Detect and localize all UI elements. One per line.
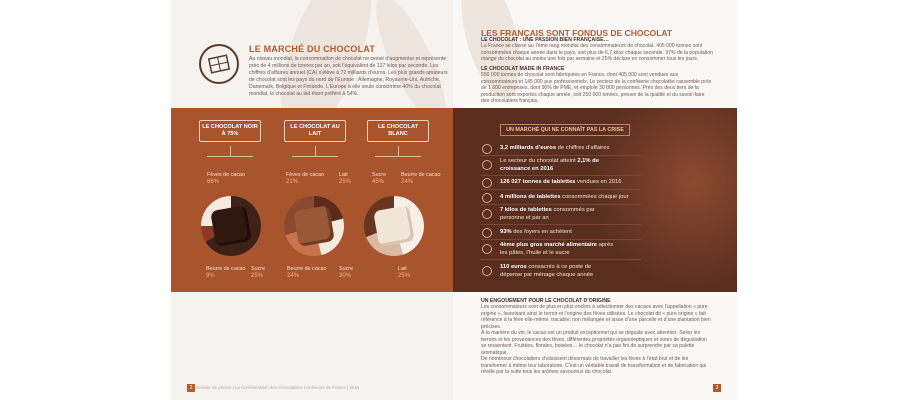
stat-divider: [481, 259, 641, 260]
milk-milk-label: Lait 25%: [339, 172, 352, 185]
house-icon: [482, 228, 492, 238]
milk-chocolate-pie: [284, 196, 344, 256]
stat-spending: 110 euros consacrés à ce poste de dépense par ménage chaque année: [500, 264, 594, 278]
made-in-france-text: 550 000 tonnes de chocolat sont fabriquées en France, dont 405 000 sont vendues aux consommateurs et 145 000 aux professionnels. Le secteur de la confiserie chocolatée rassemble près de 1 600 entreprises, dont 96% de PME, et emploie 30 000 personnes. Près des deux tiers de la production sont exportés chaque année, soit 250 000 tonnes, preuve de la qualité et du savoir-faire des chocolatiers français.: [481, 72, 712, 105]
stat-tonnes: 126 027 tonnes de tablettes vendues en 2016: [500, 179, 622, 185]
market-title: LE MARCHÉ DU CHOCOLAT: [249, 44, 376, 54]
milk-sugar-label: Sucre 30%: [339, 266, 354, 279]
page-number-left: 2: [187, 384, 195, 392]
calendar-icon: [482, 193, 492, 203]
page-number-right: 3: [713, 384, 721, 392]
white-butter-label: Beurre de cacao 24%: [401, 172, 441, 185]
origin-text-2: À la manière du vin, le cacao est un produit exceptionnel qui se déguste avec attention. Selon les terroirs et les provenances des fèves, différentes propriétés organoleptiques et notes de dégustation se ressentent. Fruitées, florales, boisées… le chocolat n’a pas fini de surprendre par sa palette aromatique.: [481, 330, 707, 356]
stat-divider: [481, 224, 641, 225]
bracket-line: [375, 156, 421, 157]
milk-chocolate-square: [293, 205, 335, 247]
passion-subtitle: LE CHOCOLAT : UNE PASSION BIEN FRANÇAISE…: [481, 37, 609, 43]
dark-chocolate-heading: LE CHOCOLAT NOIR À 75%: [199, 120, 261, 142]
tablet-icon: [482, 178, 492, 188]
origin-subtitle: UN ENGOUEMENT POUR LE CHOCOLAT D’ORIGINE: [481, 298, 611, 304]
dark-sugar-label: Sucre 25%: [251, 266, 266, 279]
crisis-title: UN MARCHÉ QUI NE CONNAÎT PAS LA CRISE: [500, 124, 630, 136]
euro-icon: [482, 144, 492, 154]
stat-revenue: 3,2 milliards d’euros de chiffres d’affaires: [500, 145, 610, 151]
dark-beans-label: Fèves de cacao 66%: [207, 172, 246, 185]
passion-text: La France se classe au 7ème rang mondial des consommateurs de chocolat. 405 000 tonnes sont consommées chaque année dans le pays, soit plus de 6,7 kilos chaque seconde. 97% de la population mange du chocolat au moins une fois par semaine et 25% déclare en consommer tous les jours.: [481, 43, 713, 63]
bracket: [230, 146, 231, 156]
growth-chart-icon: [482, 160, 492, 170]
bracket-line: [207, 156, 253, 157]
basket-icon: [482, 244, 492, 254]
white-chocolate-square: [373, 205, 415, 247]
france-title: LES FRANÇAIS SONT FONDUS DE CHOCOLAT: [481, 28, 673, 38]
stat-per-person: 7 kilos de tablettes consommés par personne et par an: [500, 207, 595, 221]
stat-households: 93% des foyers en achètent: [500, 229, 572, 235]
made-in-france-subtitle: LE CHOCOLAT MADE IN FRANCE: [481, 66, 565, 72]
stat-divider: [481, 175, 641, 176]
dark-chocolate-pie: [201, 196, 261, 256]
wallet-icon: [482, 266, 492, 276]
bracket-line: [292, 156, 338, 157]
origin-text-1: Les consommateurs sont de plus en plus enclins à sélectionner des cacaos avec l’appellation « pure origine », favorisant ainsi le terroir et l’origine des fèves utilisées. Le chocolat dit « pure origine » fait référence à la fève elle-même, tracable, non mélangée et issue d’une parcelle et d’une plantation bien précises.: [481, 304, 711, 330]
white-sugar-label: Sucre 45%: [372, 172, 387, 185]
stat-growth: Le secteur du chocolat atteint 2,1% de croissance en 2016: [500, 158, 599, 172]
white-chocolate-heading: LE CHOCOLAT BLANC: [367, 120, 429, 142]
bracket: [315, 146, 316, 156]
stat-divider: [481, 204, 641, 205]
origin-text-3: De nombreux chocolatiers choisissent désormais de travailler les fèves à l’état brut et de les transformer à même leur laboratoire. C’est un véritable travail de transformation et de fabrication qui révèle par la suite tous les arômes savoureux du chocolat.: [481, 356, 707, 376]
milk-chocolate-heading: LE CHOCOLAT AU LAIT: [284, 120, 346, 142]
stat-daily: 4 millions de tablettes consommées chaque jour: [500, 194, 629, 200]
milk-butter-label: Beurre de cacao 24%: [287, 266, 327, 279]
milk-beans-label: Fèves de cacao 21%: [286, 172, 325, 185]
white-chocolate-pie: [364, 196, 424, 256]
stat-divider: [481, 189, 641, 190]
chocolate-bar-icon: [199, 44, 239, 84]
dark-butter-label: Beurre de cacao 9%: [206, 266, 246, 279]
white-milk-label: Lait 25%: [398, 266, 411, 279]
stat-divider: [481, 155, 641, 156]
person-icon: [482, 209, 492, 219]
dark-chocolate-square: [210, 205, 252, 247]
footer-text: Dossier de presse | La Confédération des Chocolatiers Confiseurs de France | 2018: [196, 385, 360, 390]
stat-market-rank: 4ème plus gros marché alimentaire après les pâtes, l’huile et le sucre: [500, 242, 614, 256]
bracket: [398, 146, 399, 156]
market-text: Au niveau mondial, la consommation de chocolat ne cesse d’augmenter et représente près de 4 millions de tonnes par an, soit l’équivalent de 127 kilos par seconde. Les chiffres d’affaires annuel (CA) s’élève à 72 milliards d’euros. Les plus grands amateurs de chocolat sont les pays du nord de l’Europe : Allemagne, Royaume-Uni, Autriche, Danemark, Belgique et Finlande. L’Europe à elle seule consomme 40% du chocolat mondial, le chocolat au lait étant préféré à 54%.: [249, 56, 448, 97]
stat-divider: [481, 239, 641, 240]
